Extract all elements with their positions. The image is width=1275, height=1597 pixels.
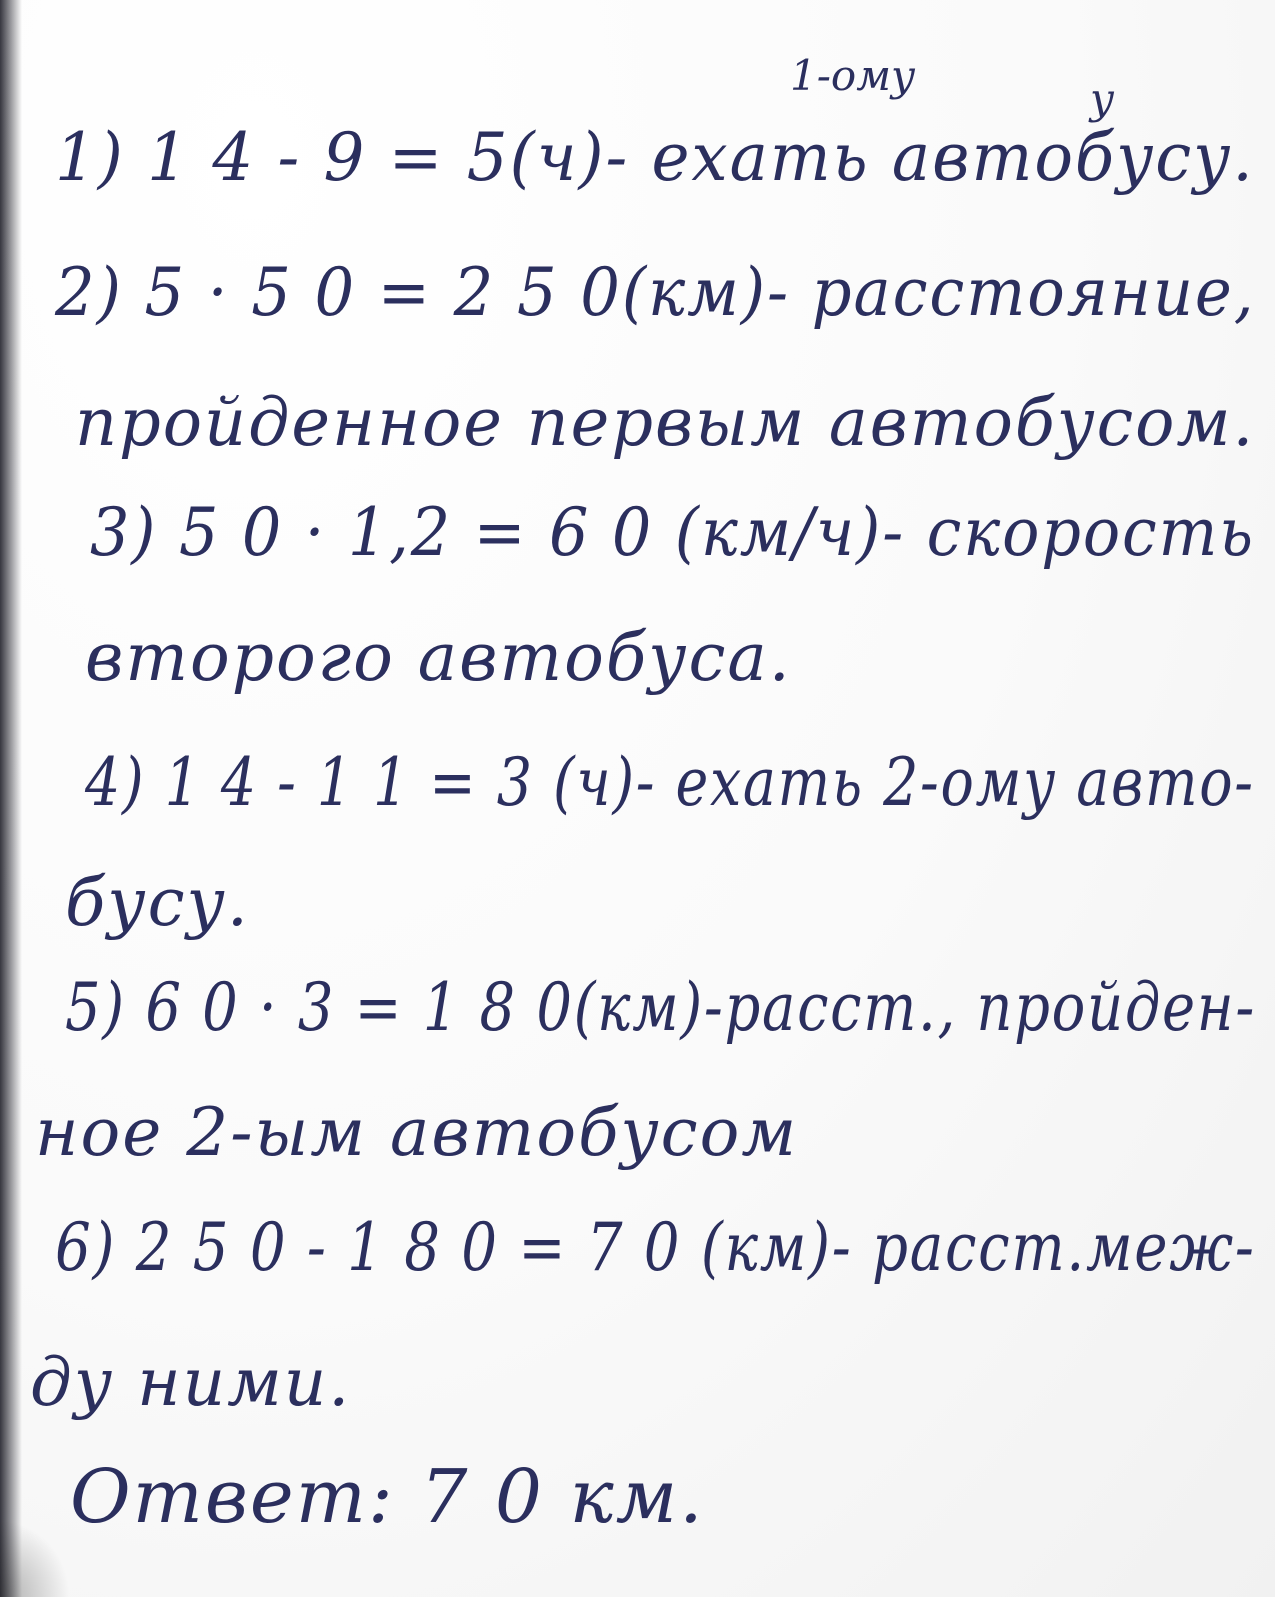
page-corner-shadow [0,1520,70,1597]
solution-step-5-continued: ное 2-ым автобусом [35,1094,799,1171]
page-edge-shadow [0,0,22,1597]
final-answer: Ответ: 7 0 км. [70,1454,705,1540]
solution-step-2-continued: пройденное первым автобусом. [75,384,1256,461]
solution-step-2: 2) 5 · 5 0 = 2 5 0(км)- расстояние, [55,254,1256,331]
solution-step-1: 1) 1 4 - 9 = 5(ч)- ехать автобусу. [55,119,1255,196]
solution-step-6-continued: ду ними. [30,1344,352,1421]
insertion-note-ending: у [1090,74,1115,123]
solution-step-3-continued: второго автобуса. [85,619,792,696]
solution-step-4-continued: бусу. [65,864,250,941]
solution-step-4: 4) 1 4 - 1 1 = 3 (ч)- ехать 2-ому авто- [85,744,1255,821]
solution-step-5: 5) 6 0 · 3 = 1 8 0(км)-расст., пройден- [65,969,1256,1046]
solution-step-6: 6) 2 5 0 - 1 8 0 = 7 0 (км)- расст.меж- [55,1209,1256,1286]
solution-step-3: 3) 5 0 · 1,2 = 6 0 (км/ч)- скорость [90,494,1255,571]
insertion-note-first: 1-ому [790,51,916,100]
